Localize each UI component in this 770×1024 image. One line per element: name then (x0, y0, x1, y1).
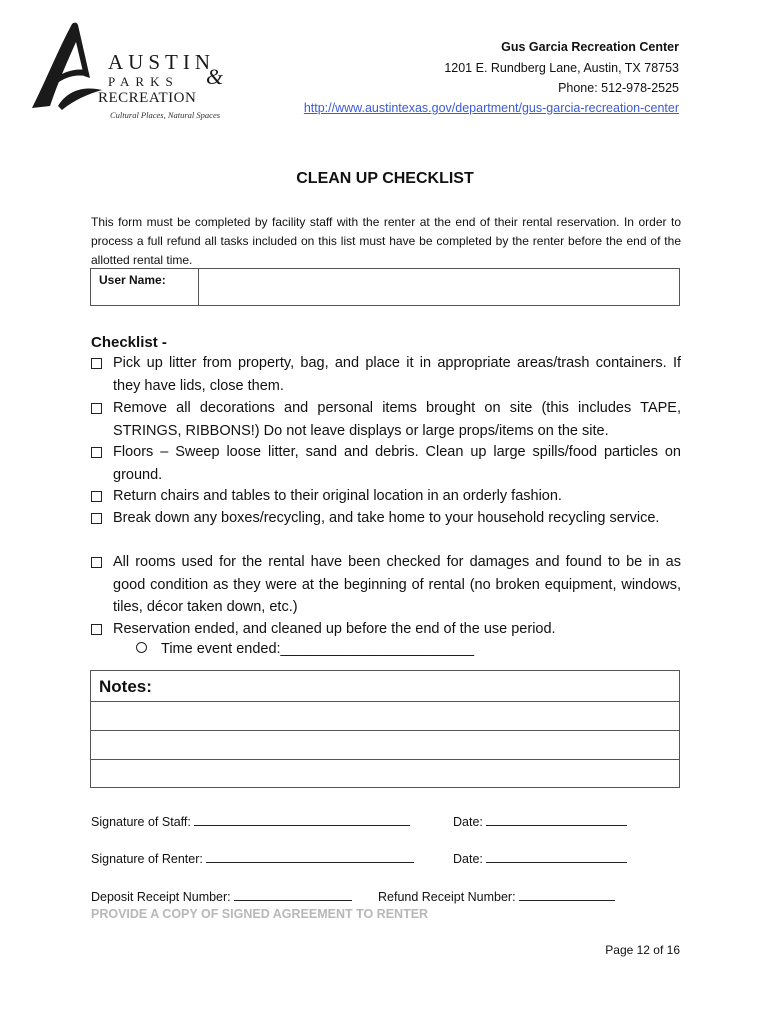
checklist-item-text: Return chairs and tables to their original location in an orderly fashion. (113, 488, 562, 504)
date-label: Date: (453, 815, 483, 829)
user-name-field[interactable] (199, 269, 679, 305)
circle-bullet-icon (136, 642, 147, 653)
checklist-heading: Checklist - (91, 334, 167, 351)
checklist-item-text: Break down any boxes/recycling, and take home to your household recycling service. (113, 510, 660, 526)
signature-line[interactable] (194, 813, 410, 826)
refund-receipt-line[interactable] (519, 888, 615, 901)
deposit-receipt-field[interactable] (91, 888, 352, 904)
logo-ampersand: & (206, 64, 224, 89)
renter-date-field[interactable] (453, 850, 627, 866)
intro-paragraph: This form must be completed by facility staff with the renter at the end of their rental reservation. In order to process a full refund all tasks included on this list must have be completed by the renter before the end of the allotted rental time. (91, 215, 681, 267)
checklist-item[interactable] (91, 551, 681, 619)
page-number: Page 12 of 16 (605, 943, 680, 957)
renter-signature-label: Signature of Renter: (91, 852, 203, 866)
provide-copy-note: PROVIDE A COPY OF SIGNED AGREEMENT TO RENTER (91, 907, 429, 921)
date-line[interactable] (486, 850, 627, 863)
checkbox[interactable] (91, 447, 102, 458)
logo-parks-text: PARKS (108, 74, 179, 89)
checkbox[interactable] (91, 403, 102, 414)
time-event-ended-item (136, 641, 474, 657)
signature-line[interactable] (206, 850, 414, 863)
checklist-item[interactable] (91, 618, 681, 641)
checklist-item[interactable] (91, 397, 681, 442)
notes-label: Notes: (99, 677, 152, 696)
user-name-label: User Name: (91, 269, 199, 305)
facility-website-link[interactable]: http://www.austintexas.gov/department/gus-garcia-recreation-center (303, 101, 679, 115)
checklist-item[interactable] (91, 352, 681, 397)
deposit-receipt-label: Deposit Receipt Number: (91, 890, 231, 904)
logo-austin-text: AUSTIN (108, 50, 215, 74)
date-line[interactable] (486, 813, 627, 826)
logo-recreation-text: RECREATION (98, 90, 197, 106)
date-label: Date: (453, 852, 483, 866)
checklist-item[interactable] (91, 507, 681, 530)
facility-phone: Phone: 512-978-2525 (558, 81, 679, 95)
staff-signature-field[interactable] (91, 813, 410, 829)
checklist-item-text: All rooms used for the rental have been checked for damages and found to be in as good condition as they were at the beginning of rental (no broken equipment, windows, tiles, décor taken down, etc.) (113, 554, 681, 615)
logo-tagline: Cultural Places, Natural Spaces (110, 110, 221, 120)
refund-receipt-label: Refund Receipt Number: (378, 890, 516, 904)
checklist-item-text: Remove all decorations and personal items brought on site (this includes TAPE, STRINGS, RIBBONS!) Do not leave displays or large props/items on the site. (113, 400, 681, 439)
checkbox[interactable] (91, 491, 102, 502)
notes-row[interactable] (91, 730, 679, 760)
austin-parks-logo (28, 20, 240, 120)
checklist-item-text: Pick up litter from property, bag, and place it in appropriate areas/trash containers. If they have lids, close them. (113, 355, 681, 394)
refund-receipt-field[interactable] (378, 888, 615, 904)
checklist-item[interactable] (91, 485, 681, 508)
checkbox[interactable] (91, 624, 102, 635)
page-title: CLEAN UP CHECKLIST (296, 170, 474, 187)
notes-row[interactable] (91, 701, 679, 731)
checkbox[interactable] (91, 358, 102, 369)
notes-table (90, 670, 680, 788)
renter-signature-field[interactable] (91, 850, 414, 866)
time-event-ended-text: Time event ended:________________________ (161, 641, 475, 657)
notes-row[interactable] (91, 759, 679, 789)
checklist-item-text: Reservation ended, and cleaned up before the end of the use period. (113, 621, 556, 637)
staff-date-field[interactable] (453, 813, 627, 829)
facility-address: 1201 E. Rundberg Lane, Austin, TX 78753 (444, 61, 679, 75)
user-name-table (90, 268, 680, 306)
staff-signature-label: Signature of Staff: (91, 815, 191, 829)
checklist-item-text: Floors – Sweep loose litter, sand and debris. Clean up large spills/food particles on ground. (113, 444, 681, 483)
checkbox[interactable] (91, 513, 102, 524)
checklist-item[interactable] (91, 441, 681, 486)
deposit-receipt-line[interactable] (234, 888, 352, 901)
checkbox[interactable] (91, 557, 102, 568)
logo-a-leaf-icon (28, 20, 108, 112)
facility-name: Gus Garcia Recreation Center (501, 40, 679, 54)
